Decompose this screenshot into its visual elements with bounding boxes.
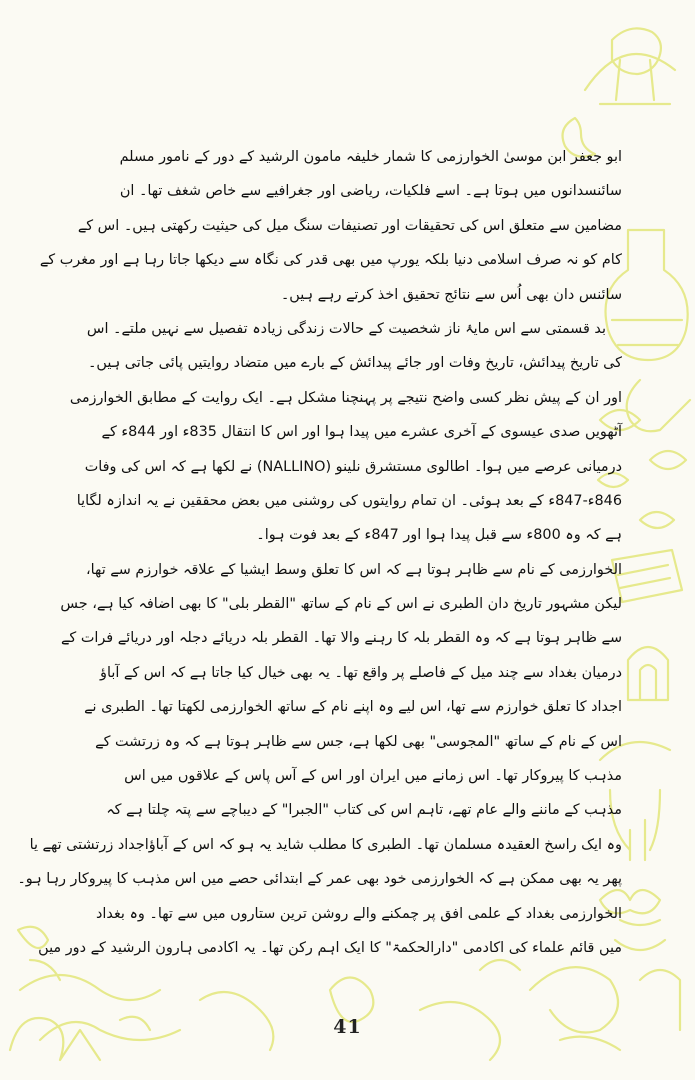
- text-line: اس کے نام کے ساتھ "المجوسی" بھی لکھا ہے، جس سے ظاہر ہوتا ہے کہ وہ زرتشت کے: [95, 733, 622, 750]
- tube-drawing: [627, 380, 690, 431]
- text-line: مذہب کا پیروکار تھا۔ اس زمانے میں ایران اور اس کے آس پاس کے علاقوں میں اس: [124, 768, 622, 785]
- doorway-drawing: [628, 647, 668, 700]
- text-line: الخوارزمی کے نام سے ظاہر ہوتا ہے کہ اس کا تعلق وسط ایشیا کے علاقہ خوارزم سے تھا،: [86, 561, 622, 578]
- text-line: کام کو نہ صرف اسلامی دنیا بلکہ یورپ میں بھی قدر کی نگاہ سے دیکھا جاتا رہا ہے اور مغرب کے: [39, 252, 622, 269]
- page-number: 41: [333, 1016, 362, 1038]
- text-line: لیکن مشہور تاریخ دان الطبری نے اس کے نام کے ساتھ "القطر بلی" کا بھی اضافہ کیا ہے، جس: [60, 596, 622, 613]
- text-line: الخوارزمی بغداد کے علمی افق پر چمکنے والے روشن ترین ستاروں میں سے تھا۔ وہ بغداد: [95, 905, 622, 922]
- text-line: آٹھویں صدی عیسوی کے آخری عشرے میں پیدا ہوا اور اس کا انتقال 835ء اور 844ء کے: [101, 424, 622, 441]
- text-line: مذہب کے ماننے والے عام تھے، تاہم اس کی کتاب "الجبرا" کے دیباچے سے پتہ چلتا ہے کہ: [106, 802, 622, 819]
- text-line: درمیان بغداد سے چند میل کے فاصلے پر واقع تھا۔ یہ بھی خیال کیا جاتا ہے کہ اس کے آباؤ: [100, 664, 622, 681]
- text-line: کی تاریخ پیدائش، تاریخ وفات اور جائے پیدائش کے بارے میں متضاد روایتیں پائی جاتی ہیں۔: [87, 355, 622, 372]
- text-line: وہ ایک راسخ العقیدہ مسلمان تھا۔ الطبری کا مطلب شاید یہ ہو کہ اس کے آباؤاجداد زرتشتی تھے یا: [29, 836, 622, 853]
- arch-drawing: [585, 54, 675, 90]
- document-body: [17, 140, 622, 965]
- lamp-drawing: [600, 28, 670, 104]
- text-line: سائنس دان بھی اُس سے نتائج تحقیق اخذ کرتے رہے ہیں۔: [280, 286, 622, 303]
- text-line: میں قائم علماء کی اکادمی "دارالحکمۃ" کا ایک اہم رکن تھا۔ یہ اکادمی ہارون الرشید کے دور میں: [38, 939, 622, 956]
- text-line: سے ظاہر ہوتا ہے کہ وہ القطر بلہ کا رہنے والا تھا۔ القطر بلہ دریائے دجلہ اور دریائے فرات کے: [60, 630, 622, 647]
- text-line: ابو جعفر ابن موسیٰ الخوارزمی کا شمار خلیفہ مامون الرشید کے دور کے نامور مسلم: [119, 149, 622, 165]
- text-line: اور ان کے پیش نظر کسی واضح نتیجے پر پہنچنا مشکل ہے۔ ایک روایت کے مطابق الخوارزمی: [69, 389, 622, 406]
- bottom-scene-drawing: [20, 960, 680, 1060]
- text-line: اجداد کا تعلق خوارزم سے تھا، اس لیے وہ اپنے نام کے ساتھ الخوارزمی لکھتا تھا۔ الطبری نے: [84, 699, 622, 716]
- text-line: سائنسدانوں میں ہوتا ہے۔ اسے فلکیات، ریاضی اور جغرافیے سے خاص شغف تھا۔ ان: [119, 183, 622, 200]
- book-drawing: [612, 550, 682, 602]
- text-line: ہے کہ وہ 800ء سے قبل پیدا ہوا اور 847ء کے بعد فوت ہوا۔: [256, 527, 622, 544]
- text-line: 846ء-847ء کے بعد ہوئی۔ ان تمام روایتوں کی روشنی میں بعض محققین نے یہ اندازہ لگایا: [76, 492, 622, 509]
- text-line: مضامین سے متعلق اس کی تحقیقات اور تصنیفات سنگ میل کی حیثیت رکھتی ہیں۔ اس کے: [77, 217, 622, 234]
- text-line: پھر یہ بھی ممکن ہے کہ الخوارزمی خود بھی عمر کے ابتدائی حصے میں اس مذہب کا پیروکار رہا ہو۔: [17, 871, 622, 888]
- text-line: درمیانی عرصے میں ہوا۔ اطالوی مستشرق نلینو (NALLINO) نے لکھا ہے کہ اس کی وفات: [84, 458, 622, 475]
- text-line: بد قسمتی سے اس مایۂ ناز شخصیت کے حالات زندگی زیادہ تفصیل سے نہیں ملتے۔ اس: [86, 320, 606, 337]
